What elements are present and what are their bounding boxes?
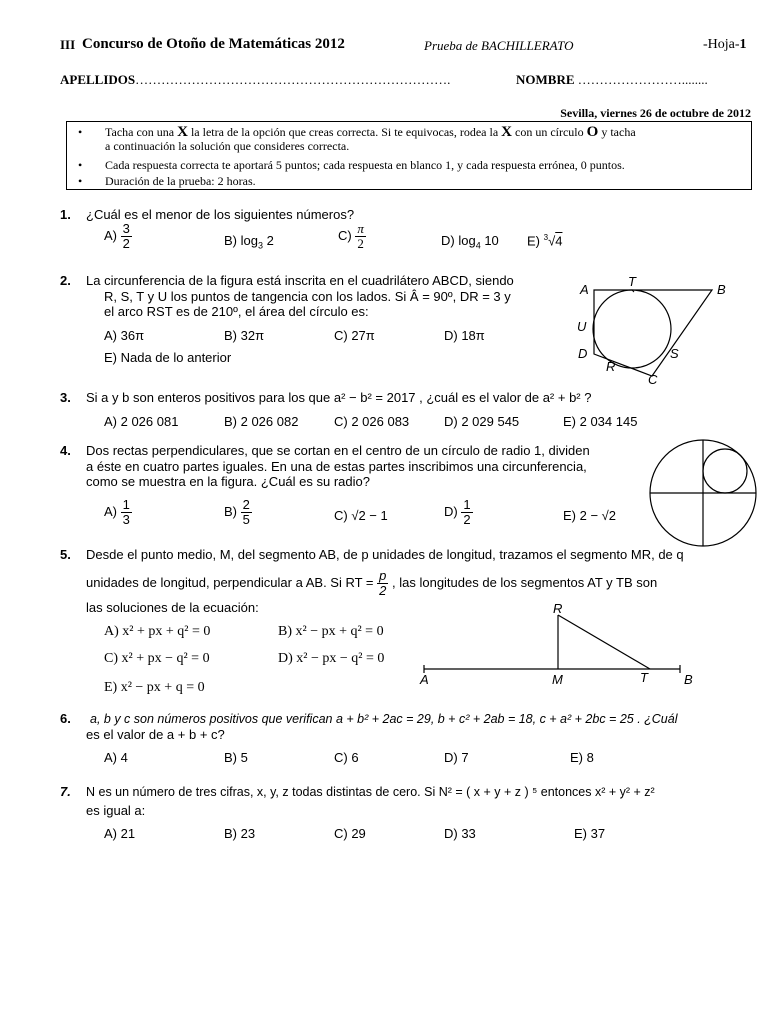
- q4-option-b[interactable]: [224, 498, 252, 527]
- inscribed-circle: [593, 290, 671, 368]
- instruction-1: [105, 125, 636, 153]
- question-7-line-2: es igual a:: [86, 803, 146, 818]
- question-number: 1.: [60, 207, 71, 222]
- x-mark: X: [177, 124, 188, 140]
- header-sheet: [703, 37, 747, 53]
- q2-option-d[interactable]: D) 18π: [444, 328, 485, 343]
- header-roman: III: [60, 37, 76, 52]
- question-number: 3.: [60, 390, 71, 405]
- text: , las longitudes de los segmentos AT y TB son: [392, 574, 658, 590]
- q2-option-c[interactable]: C) 27π: [334, 328, 375, 343]
- label-t: T: [640, 670, 648, 685]
- name-field[interactable]: ……………………........: [577, 72, 708, 87]
- q4-option-d[interactable]: [444, 498, 473, 527]
- denominator: 5: [242, 512, 250, 527]
- option-label: D) log: [441, 233, 476, 248]
- numerator: 2: [242, 497, 250, 512]
- denominator: 2: [379, 583, 387, 598]
- segment-rt: [558, 615, 650, 669]
- denominator: 2: [463, 512, 471, 527]
- root-index: 3: [543, 233, 549, 242]
- numerator: 1: [122, 497, 130, 512]
- q6-option-a[interactable]: A) 4: [104, 750, 128, 765]
- q5-option-d[interactable]: D) x² − px − q² = 0: [278, 651, 385, 666]
- q5-option-a[interactable]: A) x² + px + q² = 0: [104, 624, 211, 639]
- question-4-line-3: como se muestra en la figura. ¿Cuál es su radio?: [86, 474, 370, 489]
- label-a: A: [580, 282, 589, 297]
- q3-option-d[interactable]: D) 2 029 545: [444, 414, 520, 429]
- surname-line: [60, 72, 450, 88]
- denominator: 2: [122, 236, 130, 251]
- sheet-number: 1: [739, 37, 747, 52]
- surname-label: APELLIDOS: [60, 72, 136, 87]
- q6-option-e[interactable]: E) 8: [570, 750, 594, 765]
- q2-option-b[interactable]: B) 32π: [224, 328, 265, 343]
- q3-option-c[interactable]: C) 2 026 083: [334, 414, 410, 429]
- q1-option-e[interactable]: E) $^3$√4: [527, 233, 563, 249]
- segment-triangle-figure: [418, 600, 708, 690]
- denominator: 3: [122, 512, 130, 527]
- q7-option-e[interactable]: E) 37: [574, 826, 606, 841]
- instruction-text: la letra de la opción que creas correcta. Si te equivocas, rodea la: [190, 125, 499, 139]
- instruction-2: Cada respuesta correcta te aportará 5 puntos; cada respuesta en blanco 1, y cada respuesta errónea, 0 puntos.: [105, 158, 625, 172]
- name-label: NOMBRE: [516, 72, 575, 87]
- question-2-line-3: el arco RST es de 210º, el área del círculo es:: [104, 304, 369, 319]
- q7-option-a[interactable]: A) 21: [104, 826, 136, 841]
- question-4-line-2: a éste en cuatro partes iguales. En una de estas partes inscribimos una circunferencia,: [86, 459, 587, 474]
- label-u: U: [577, 319, 587, 334]
- question-number: 7.: [60, 784, 71, 799]
- date-line: Sevilla, viernes 26 de octubre de 2012: [560, 106, 751, 120]
- surname-field[interactable]: ……………………………………………………………….: [135, 72, 451, 87]
- q1-option-a[interactable]: [104, 222, 132, 251]
- denominator: 2: [357, 236, 364, 251]
- question-number: 5.: [60, 547, 71, 562]
- header-title: Concurso de Otoño de Matemáticas 2012: [82, 36, 345, 52]
- q5-option-c[interactable]: C) x² + px − q² = 0: [104, 651, 210, 666]
- question-number: 4.: [60, 443, 71, 458]
- instruction-3: Duración de la prueba: 2 horas.: [105, 174, 256, 188]
- q4-option-a[interactable]: [104, 498, 132, 527]
- q7-option-c[interactable]: C) 29: [334, 826, 366, 841]
- numerator: π: [357, 221, 364, 236]
- q2-option-a[interactable]: A) 36π: [104, 328, 145, 343]
- question-1-text: ¿Cuál es el menor de los siguientes números?: [86, 207, 355, 222]
- label-r: R: [606, 359, 616, 374]
- q5-option-b[interactable]: B) x² − px + q² = 0: [278, 624, 384, 639]
- label-r: R: [553, 601, 563, 616]
- q7-option-b[interactable]: B) 23: [224, 826, 256, 841]
- question-5-line-2: [86, 569, 657, 598]
- q6-option-d[interactable]: D) 7: [444, 750, 469, 765]
- label-t: T: [628, 274, 636, 289]
- bullet: •: [78, 158, 83, 172]
- label-b: B: [717, 282, 726, 297]
- q1-option-b[interactable]: [224, 233, 274, 251]
- question-3-text: Si a y b son enteros positivos para los que a² − b² = 2017 , ¿cuál es el valor de a² + b² ?: [86, 390, 592, 405]
- q1-option-c[interactable]: [338, 222, 366, 251]
- q3-option-b[interactable]: B) 2 026 082: [224, 414, 299, 429]
- q3-option-e[interactable]: E) 2 034 145: [563, 414, 638, 429]
- option-label: C): [338, 227, 352, 243]
- instruction-text: y tacha: [601, 125, 636, 139]
- q7-option-d[interactable]: D) 33: [444, 826, 476, 841]
- q4-option-e[interactable]: E) 2 − √2: [563, 508, 617, 523]
- question-5-line-3: las soluciones de la ecuación:: [86, 600, 259, 615]
- q5-option-e[interactable]: E) x² − px + q = 0: [104, 680, 205, 695]
- option-label: B): [224, 503, 237, 519]
- option-value: 2: [262, 233, 274, 248]
- sheet-prefix: -Hoja-: [703, 37, 740, 52]
- option-label: A): [104, 503, 117, 519]
- text: unidades de longitud, perpendicular a AB. Si RT =: [86, 574, 374, 590]
- numerator: 3: [122, 221, 130, 236]
- q1-option-d[interactable]: [441, 233, 499, 251]
- instructions-box: [66, 121, 752, 190]
- question-2-line-1: La circunferencia de la figura está inscrita en el cuadrilátero ABCD, siendo: [86, 273, 514, 288]
- instruction-text: Tacha con una: [105, 125, 175, 139]
- q6-option-b[interactable]: B) 5: [224, 750, 248, 765]
- name-line: [516, 72, 708, 88]
- question-6-line-1: a, b y c son números positivos que verifican a + b² + 2ac = 29, b + c² + 2ab = 18, c + a² + 2bc = 25 . ¿Cuál: [90, 712, 678, 726]
- question-6-line-2: es el valor de a + b + c?: [86, 727, 225, 742]
- numerator: p: [379, 568, 387, 583]
- label-m: M: [552, 672, 563, 687]
- option-label: A): [104, 227, 117, 243]
- label-b: B: [684, 672, 693, 687]
- label-c: C: [648, 372, 658, 387]
- x-mark: X: [501, 124, 512, 140]
- question-number: 2.: [60, 273, 71, 288]
- question-1: [60, 207, 71, 223]
- question-7-line-1: N es un número de tres cifras, x, y, z todas distintas de cero. Si N² = ( x + y + z ) ⁵ entonces x² + y² + z²: [86, 785, 655, 799]
- radicand: 4: [555, 233, 563, 249]
- q6-option-c[interactable]: C) 6: [334, 750, 359, 765]
- inscribed-small-circle: [703, 449, 747, 493]
- label-d: D: [578, 346, 588, 361]
- option-label: E): [527, 233, 540, 249]
- option-value: 10: [480, 233, 499, 248]
- question-5-line-1: Desde el punto medio, M, del segmento AB, de p unidades de longitud, trazamos el segmento MR, de q: [86, 547, 684, 562]
- q2-option-e[interactable]: E) Nada de lo anterior: [104, 350, 232, 365]
- log-base: 4: [475, 240, 481, 251]
- label-s: S: [670, 346, 679, 361]
- bullet: •: [78, 125, 83, 139]
- question-4-line-1: Dos rectas perpendiculares, que se cortan en el centro de un círculo de radio 1, dividen: [86, 443, 590, 458]
- quartered-circle-figure: [646, 436, 760, 550]
- q4-option-c[interactable]: C) √2 − 1: [334, 508, 388, 523]
- option-label: B) log: [224, 233, 258, 248]
- numerator: 1: [463, 497, 471, 512]
- label-a: A: [420, 672, 429, 687]
- circle-mark: O: [586, 124, 599, 140]
- instruction-text: a continuación la solución que consideres correcta.: [105, 139, 350, 153]
- question-2-line-2: R, S, T y U los puntos de tangencia con los lados. Si Â = 90º, DR = 3 y: [104, 289, 511, 304]
- question-number: 6.: [60, 711, 71, 726]
- header-test: Prueba de BACHILLERATO: [424, 38, 574, 53]
- inscribed-circle-quadrilateral-figure: [570, 272, 740, 390]
- option-label: D): [444, 503, 458, 519]
- bullet: •: [78, 174, 83, 188]
- instruction-text: con un círculo: [515, 125, 584, 139]
- q3-option-a[interactable]: A) 2 026 081: [104, 414, 179, 429]
- log-base: 3: [257, 240, 263, 251]
